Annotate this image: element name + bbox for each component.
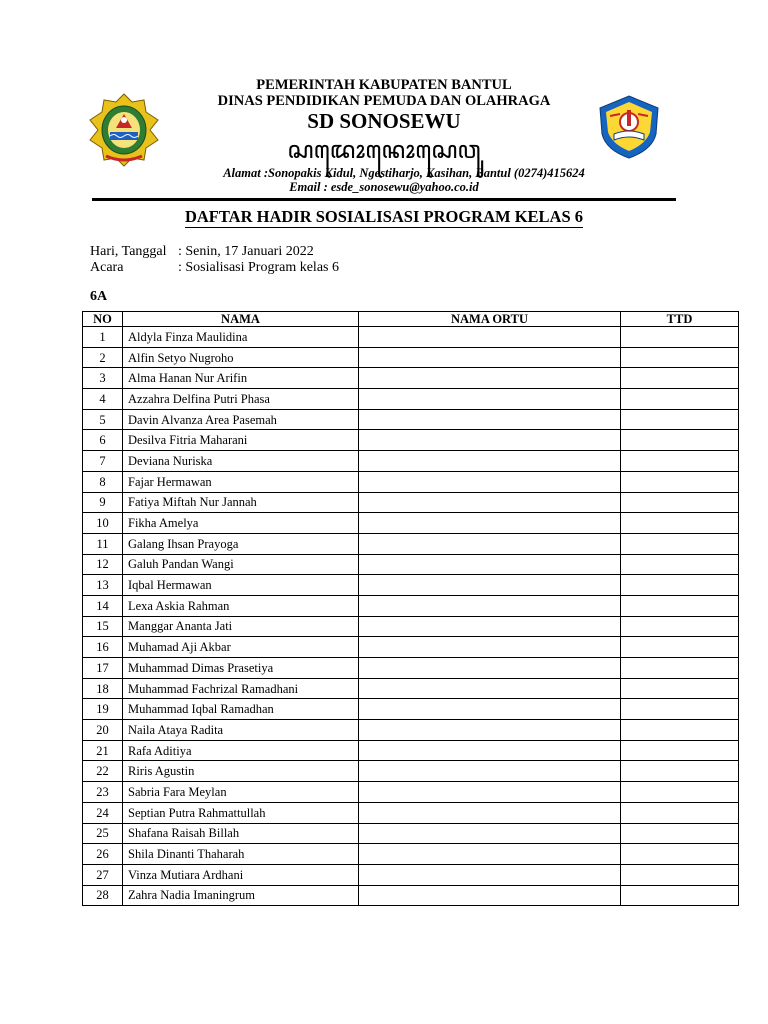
parent-name-cell <box>359 533 621 554</box>
parent-name-cell <box>359 368 621 389</box>
signature-cell <box>621 720 739 741</box>
student-name: Davin Alvanza Area Pasemah <box>123 409 359 430</box>
student-name: Alma Hanan Nur Arifin <box>123 368 359 389</box>
date-value: : Senin, 17 Januari 2022 <box>178 244 314 259</box>
signature-cell <box>621 575 739 596</box>
student-name: Deviana Nuriska <box>123 451 359 472</box>
parent-name-cell <box>359 761 621 782</box>
signature-cell <box>621 409 739 430</box>
header-name: NAMA <box>123 312 359 327</box>
row-number: 20 <box>83 720 123 741</box>
row-number: 19 <box>83 699 123 720</box>
table-row <box>83 575 739 596</box>
student-name: Rafa Aditiya <box>123 740 359 761</box>
table-row <box>83 678 739 699</box>
school-address: Alamat :Sonopakis Kidul, Ngestiharjo, Kasihan, Bantul (0274)415624 <box>223 166 585 180</box>
parent-name-cell <box>359 409 621 430</box>
signature-cell <box>621 864 739 885</box>
table-body <box>83 327 739 906</box>
student-name: Galuh Pandan Wangi <box>123 554 359 575</box>
parent-name-cell <box>359 451 621 472</box>
table-row <box>83 844 739 865</box>
row-number: 25 <box>83 823 123 844</box>
school-name-javanese: ꦱꦢꦺꦴꦤꦺꦴꦱꦺꦮꦸ <box>287 138 481 164</box>
student-name: Sabria Fara Meylan <box>123 782 359 803</box>
parent-name-cell <box>359 740 621 761</box>
parent-name-cell <box>359 513 621 534</box>
row-number: 9 <box>83 492 123 513</box>
row-number: 17 <box>83 658 123 679</box>
signature-cell <box>621 616 739 637</box>
signature-cell <box>621 658 739 679</box>
table-row <box>83 451 739 472</box>
parent-name-cell <box>359 823 621 844</box>
event-label: Acara <box>90 260 124 275</box>
parent-name-cell <box>359 802 621 823</box>
table-row <box>83 471 739 492</box>
header-signature: TTD <box>621 312 739 327</box>
row-number: 24 <box>83 802 123 823</box>
table-row <box>83 513 739 534</box>
row-number: 4 <box>83 389 123 410</box>
row-number: 8 <box>83 471 123 492</box>
date-label: Hari, Tanggal <box>90 244 167 259</box>
table-row <box>83 347 739 368</box>
student-name: Alfin Setyo Nugroho <box>123 347 359 368</box>
parent-name-cell <box>359 575 621 596</box>
parent-name-cell <box>359 864 621 885</box>
table-row <box>83 616 739 637</box>
table-row <box>83 761 739 782</box>
student-name: Fajar Hermawan <box>123 471 359 492</box>
student-name: Riris Agustin <box>123 761 359 782</box>
parent-name-cell <box>359 492 621 513</box>
table-row <box>83 327 739 348</box>
student-name: Galang Ihsan Prayoga <box>123 533 359 554</box>
header-no: NO <box>83 312 123 327</box>
table-row <box>83 823 739 844</box>
row-number: 1 <box>83 327 123 348</box>
parent-name-cell <box>359 389 621 410</box>
event-row <box>90 260 339 276</box>
signature-cell <box>621 761 739 782</box>
row-number: 27 <box>83 864 123 885</box>
student-name: Fikha Amelya <box>123 513 359 534</box>
table-row <box>83 409 739 430</box>
signature-cell <box>621 885 739 906</box>
parent-name-cell <box>359 471 621 492</box>
student-name: Muhamad Aji Akbar <box>123 637 359 658</box>
table-row <box>83 740 739 761</box>
class-label: 6A <box>90 289 108 304</box>
parent-name-cell <box>359 782 621 803</box>
student-name: Lexa Askia Rahman <box>123 595 359 616</box>
signature-cell <box>621 844 739 865</box>
signature-cell <box>621 678 739 699</box>
table-row <box>83 430 739 451</box>
row-number: 10 <box>83 513 123 534</box>
signature-cell <box>621 802 739 823</box>
row-number: 2 <box>83 347 123 368</box>
signature-cell <box>621 554 739 575</box>
table-row <box>83 699 739 720</box>
row-number: 3 <box>83 368 123 389</box>
student-name: Muhammad Fachrizal Ramadhani <box>123 678 359 699</box>
row-number: 14 <box>83 595 123 616</box>
signature-cell <box>621 823 739 844</box>
student-name: Fatiya Miftah Nur Jannah <box>123 492 359 513</box>
table-row <box>83 782 739 803</box>
student-name: Manggar Ananta Jati <box>123 616 359 637</box>
signature-cell <box>621 782 739 803</box>
signature-cell <box>621 595 739 616</box>
school-name: SD SONOSEWU <box>307 109 461 133</box>
student-name: Desilva Fitria Maharani <box>123 430 359 451</box>
student-name: Naila Ataya Radita <box>123 720 359 741</box>
signature-cell <box>621 327 739 348</box>
signature-cell <box>621 368 739 389</box>
signature-cell <box>621 492 739 513</box>
student-name: Aldyla Finza Maulidina <box>123 327 359 348</box>
signature-cell <box>621 471 739 492</box>
table-row <box>83 595 739 616</box>
parent-name-cell <box>359 347 621 368</box>
table-row <box>83 389 739 410</box>
signature-cell <box>621 451 739 472</box>
row-number: 13 <box>83 575 123 596</box>
parent-name-cell <box>359 885 621 906</box>
parent-name-cell <box>359 554 621 575</box>
row-number: 12 <box>83 554 123 575</box>
student-name: Vinza Mutiara Ardhani <box>123 864 359 885</box>
signature-cell <box>621 740 739 761</box>
parent-name-cell <box>359 699 621 720</box>
header-parent-name: NAMA ORTU <box>359 312 621 327</box>
student-name: Azzahra Delfina Putri Phasa <box>123 389 359 410</box>
student-name: Muhammad Dimas Prasetiya <box>123 658 359 679</box>
signature-cell <box>621 389 739 410</box>
table-row <box>83 864 739 885</box>
signature-cell <box>621 637 739 658</box>
table-row <box>83 720 739 741</box>
letterhead-line-department: DINAS PENDIDIKAN PEMUDA DAN OLAHRAGA <box>217 93 551 109</box>
table-row <box>83 492 739 513</box>
signature-cell <box>621 430 739 451</box>
date-row <box>90 244 314 260</box>
table-row <box>83 637 739 658</box>
row-number: 6 <box>83 430 123 451</box>
row-number: 5 <box>83 409 123 430</box>
student-name: Muhammad Iqbal Ramadhan <box>123 699 359 720</box>
row-number: 21 <box>83 740 123 761</box>
student-name: Iqbal Hermawan <box>123 575 359 596</box>
signature-cell <box>621 347 739 368</box>
table-header-row <box>83 312 739 327</box>
row-number: 28 <box>83 885 123 906</box>
student-name: Septian Putra Rahmattullah <box>123 802 359 823</box>
parent-name-cell <box>359 844 621 865</box>
signature-cell <box>621 533 739 554</box>
row-number: 23 <box>83 782 123 803</box>
table-row <box>83 802 739 823</box>
parent-name-cell <box>359 430 621 451</box>
row-number: 11 <box>83 533 123 554</box>
row-number: 15 <box>83 616 123 637</box>
parent-name-cell <box>359 327 621 348</box>
signature-cell <box>621 699 739 720</box>
school-email: Email : esde_sonosewu@yahoo.co.id <box>289 180 479 194</box>
student-name: Zahra Nadia Imaningrum <box>123 885 359 906</box>
attendance-table <box>82 311 739 906</box>
event-value: : Sosialisasi Program kelas 6 <box>178 260 339 275</box>
letterhead-line-government: PEMERINTAH KABUPATEN BANTUL <box>256 77 512 93</box>
parent-name-cell <box>359 678 621 699</box>
table-row <box>83 533 739 554</box>
table-row <box>83 658 739 679</box>
signature-cell <box>621 513 739 534</box>
parent-name-cell <box>359 720 621 741</box>
parent-name-cell <box>359 637 621 658</box>
parent-name-cell <box>359 658 621 679</box>
student-name: Shila Dinanti Thaharah <box>123 844 359 865</box>
table-row <box>83 554 739 575</box>
row-number: 22 <box>83 761 123 782</box>
row-number: 26 <box>83 844 123 865</box>
student-name: Shafana Raisah Billah <box>123 823 359 844</box>
table-row <box>83 885 739 906</box>
row-number: 16 <box>83 637 123 658</box>
document-title <box>0 207 768 227</box>
document-title-text: DAFTAR HADIR SOSIALISASI PROGRAM KELAS 6 <box>184 207 584 226</box>
row-number: 18 <box>83 678 123 699</box>
parent-name-cell <box>359 595 621 616</box>
parent-name-cell <box>359 616 621 637</box>
row-number: 7 <box>83 451 123 472</box>
table-row <box>83 368 739 389</box>
letterhead-divider <box>92 198 676 201</box>
